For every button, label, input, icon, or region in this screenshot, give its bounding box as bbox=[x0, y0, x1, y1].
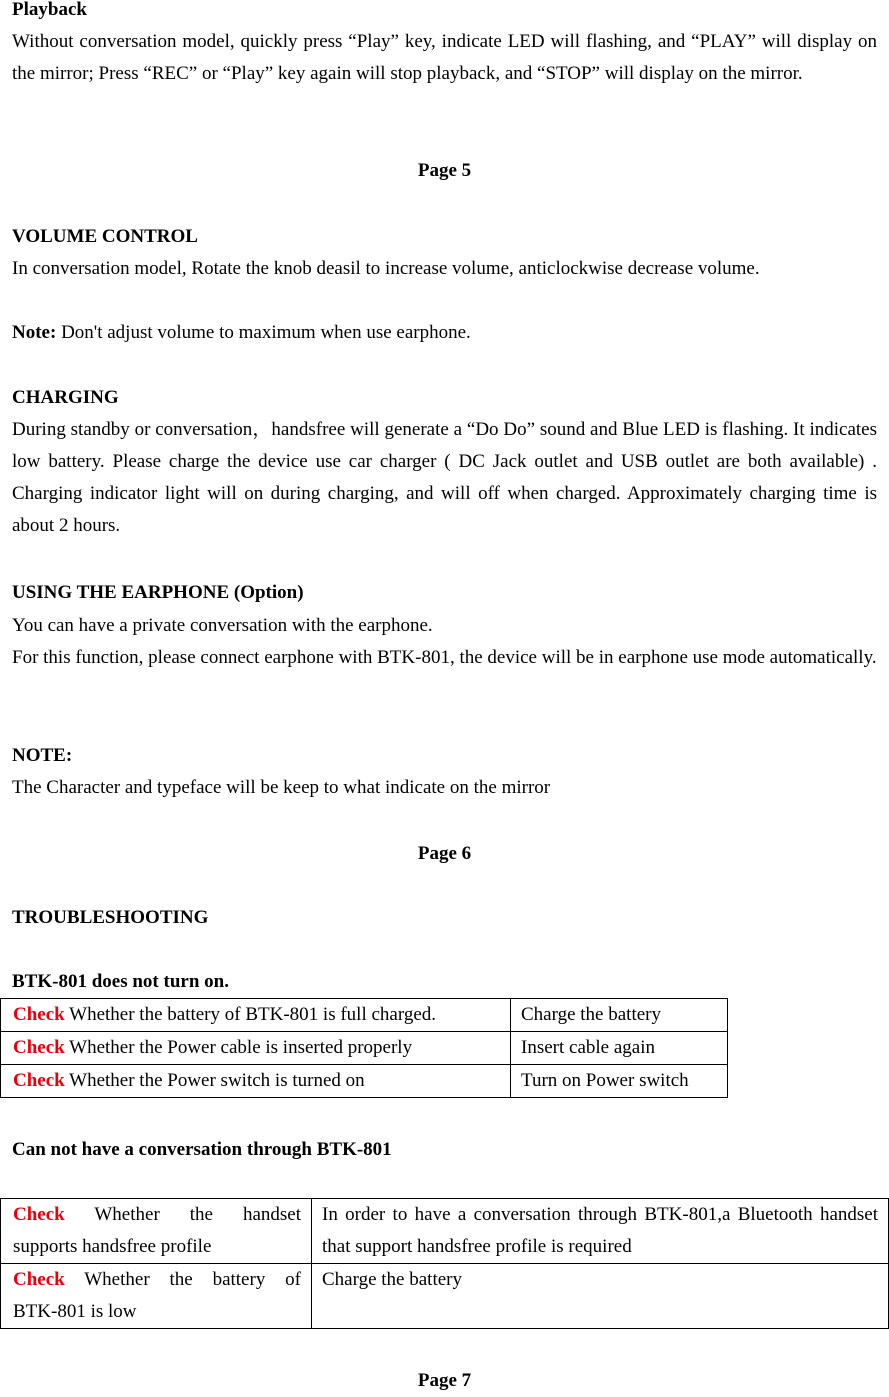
note-heading: NOTE: bbox=[12, 745, 73, 766]
troubleshooting-table-power bbox=[0, 998, 728, 1098]
table-cell-cause bbox=[1, 1199, 312, 1264]
check-label: Check bbox=[13, 1204, 65, 1225]
cause-text-cont: supports handsfree profile bbox=[13, 1236, 212, 1257]
check-label: Check bbox=[13, 1269, 65, 1290]
table-cell-cause bbox=[1, 1032, 511, 1065]
charging-heading: CHARGING bbox=[12, 387, 119, 408]
table-row bbox=[1, 999, 728, 1032]
table-row bbox=[1, 1032, 728, 1065]
volume-body: In conversation model, Rotate the knob deasil to increase volume, anticlockwise decrease volume. bbox=[12, 258, 760, 279]
table-row bbox=[1, 1199, 889, 1264]
earphone-line: You can have a private conversation with the earphone. bbox=[12, 615, 433, 636]
playback-body: Without conversation model, quickly press “Play” key, indicate LED will flashing, and “PLAY” will display on the mirror; Press “REC” or “Play” key again will stop playback, and “STOP” will display on the mirror. bbox=[12, 31, 877, 84]
troubleshooting-heading: TROUBLESHOOTING bbox=[12, 907, 209, 928]
check-label: Check bbox=[13, 1004, 65, 1025]
check-label: Check bbox=[13, 1070, 65, 1091]
note-label: Note: bbox=[12, 322, 57, 343]
cause-text: Whether the battery of bbox=[64, 1269, 301, 1290]
section-conversation-title: Can not have a conversation through BTK-801 bbox=[12, 1139, 392, 1160]
check-label: Check bbox=[13, 1037, 65, 1058]
earphone-heading: USING THE EARPHONE (Option) bbox=[12, 582, 304, 603]
table-cell-fix: Charge the battery bbox=[312, 1264, 889, 1329]
note-text: Don't adjust volume to maximum when use earphone. bbox=[56, 322, 471, 343]
cause-text: Whether the handset bbox=[64, 1204, 301, 1225]
note-volume bbox=[12, 317, 877, 349]
playback-heading: Playback bbox=[12, 0, 87, 20]
section-not-turn-on-title: BTK-801 does not turn on. bbox=[12, 971, 229, 992]
table-cell-cause bbox=[1, 999, 511, 1032]
table-cell-fix: Charge the battery bbox=[511, 999, 728, 1032]
cause-text: Whether the Power switch is turned on bbox=[64, 1070, 365, 1091]
note-body: The Character and typeface will be keep to what indicate on the mirror bbox=[12, 777, 551, 798]
page-number-7: Page 7 bbox=[417, 1370, 472, 1391]
cause-text-cont: BTK-801 is low bbox=[13, 1301, 137, 1322]
table-cell-fix: Insert cable again bbox=[511, 1032, 728, 1065]
table-row bbox=[1, 1264, 889, 1329]
table-cell-fix: Turn on Power switch bbox=[511, 1065, 728, 1098]
troubleshooting-table-conversation bbox=[0, 1198, 889, 1329]
earphone-body: For this function, please connect earphone with BTK-801, the device will be in earphone use mode automatically. bbox=[12, 647, 877, 668]
charging-body: During standby or conversation，handsfree will generate a “Do Do” sound and Blue LED is flashing. It indicates low battery. Please charge the device use car charger ( DC Jack outlet and USB outlet are both available) . Charging indicator light will on during charging, and will off when charged. Approximately charging time is about 2 hours. bbox=[12, 419, 877, 536]
page-number-5: Page 5 bbox=[417, 160, 472, 181]
table-cell-cause bbox=[1, 1264, 312, 1329]
volume-heading: VOLUME CONTROL bbox=[12, 226, 198, 247]
cause-text: Whether the battery of BTK-801 is full charged. bbox=[64, 1004, 437, 1025]
table-cell-cause bbox=[1, 1065, 511, 1098]
cause-text: Whether the Power cable is inserted properly bbox=[64, 1037, 413, 1058]
table-row bbox=[1, 1065, 728, 1098]
table-cell-fix: In order to have a conversation through BTK-801,a Bluetooth handset that support handsfree profile is required bbox=[312, 1199, 889, 1264]
page-number-6: Page 6 bbox=[417, 843, 472, 864]
